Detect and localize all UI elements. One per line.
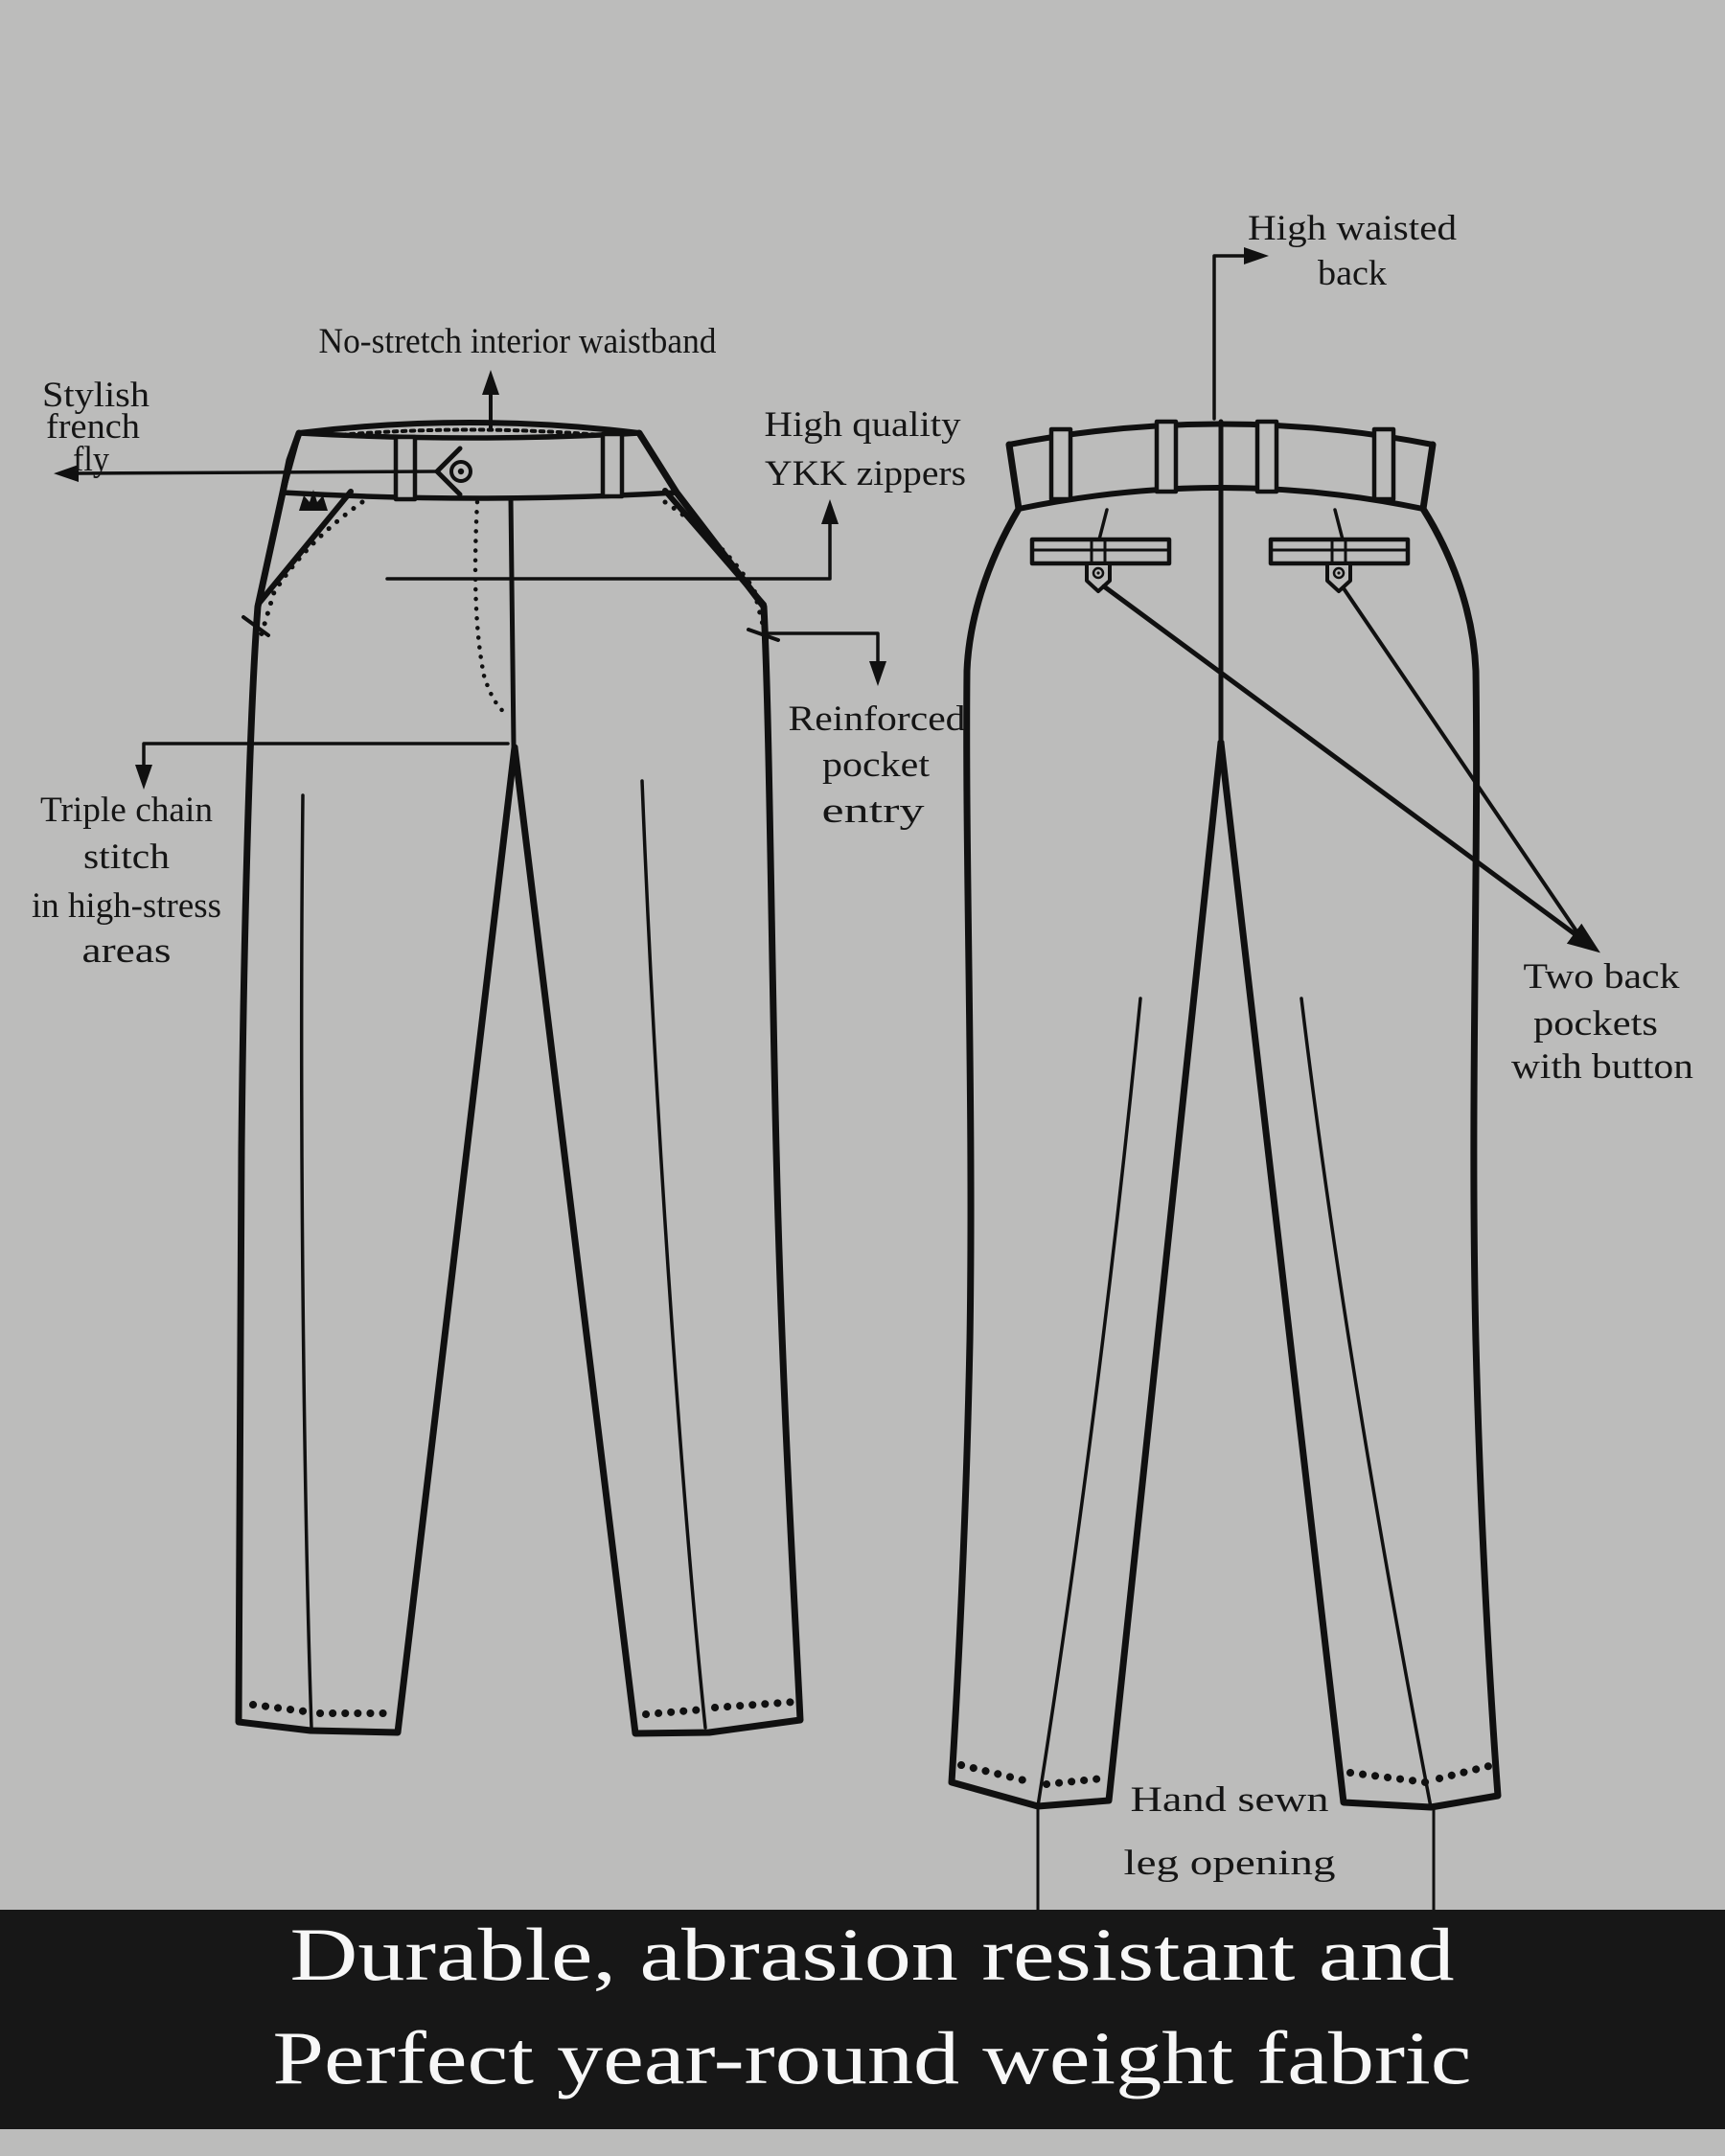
back-belt-loop-1 <box>1051 429 1070 499</box>
triple-chain-label-2: stitch <box>83 837 171 877</box>
back-pocket-right <box>1271 539 1408 591</box>
callout-reinforced-pocket <box>769 633 966 831</box>
reinforced-pocket-label-2: pocket <box>822 745 931 785</box>
back-silhouette-right <box>1221 445 1498 1807</box>
back-crease-left <box>1038 998 1140 1806</box>
hand-sewn-leg-label-1: Hand sewn <box>1130 1780 1329 1820</box>
fly-j-stitch <box>475 502 508 715</box>
front-crease-right <box>642 781 705 1728</box>
front-belt-loop-left <box>396 437 415 499</box>
ykk-zippers-label-1: High quality <box>764 405 962 445</box>
high-waisted-back-label-2: back <box>1318 254 1388 293</box>
french-fly-label-1: Stylish <box>42 376 150 415</box>
back-pocket-left <box>1032 539 1169 591</box>
front-silhouette-left <box>239 433 515 1732</box>
back-hem-stitch-left-a <box>961 1765 1032 1782</box>
ykk-zippers-label-2: YKK zippers <box>765 454 966 493</box>
front-pocket-right <box>665 491 764 605</box>
waist-button-dot <box>458 469 464 474</box>
callout-triple-chain <box>32 744 508 971</box>
french-fly-label-2: french <box>46 407 141 447</box>
two-back-pockets-label-1: Two back <box>1523 957 1681 997</box>
front-hem-stitch-right-a <box>646 1709 703 1714</box>
back-belt-loop-2 <box>1157 422 1176 492</box>
ykk-zippers-arrow <box>387 522 830 579</box>
callout-high-waisted-back <box>1214 209 1458 419</box>
high-waisted-back-label-1: High waisted <box>1248 209 1458 248</box>
no-stretch-waistband-label: No-stretch interior waistband <box>318 322 717 361</box>
two-back-pockets-arrow-right <box>1344 588 1583 941</box>
back-silhouette-left <box>952 445 1221 1806</box>
back-trousers-drawing <box>952 422 1498 1807</box>
two-back-pockets-label-2: pockets <box>1533 1004 1658 1044</box>
reinforced-pocket-label-1: Reinforced <box>788 700 967 739</box>
front-hem-stitch-right-b <box>715 1702 795 1708</box>
front-belt-loop-right <box>603 434 622 496</box>
reinforced-pocket-arrow <box>769 633 878 663</box>
reinforced-pocket-label-3: entry <box>821 791 926 831</box>
triple-chain-arrow <box>144 744 508 767</box>
triple-chain-label-4: areas <box>81 931 172 971</box>
back-hem-stitch-right-b <box>1439 1765 1493 1778</box>
banner <box>0 1910 1725 2129</box>
french-fly-label-3: fly <box>73 440 110 479</box>
banner-line-1: Durable, abrasion resistant and <box>289 1913 1455 1996</box>
front-crease-left <box>302 795 311 1728</box>
hand-sewn-leg-label-2: leg opening <box>1123 1844 1336 1883</box>
back-dart-left <box>1099 510 1107 539</box>
french-fly-arrow <box>77 471 437 473</box>
back-belt-loop-3 <box>1257 422 1276 492</box>
back-hem-stitch-right-a <box>1350 1773 1426 1782</box>
front-pocket-right-stitch <box>665 502 766 636</box>
high-waisted-back-arrow <box>1214 256 1246 419</box>
back-dart-right <box>1335 510 1343 539</box>
banner-line-2: Perfect year-round weight fabric <box>272 2016 1472 2099</box>
two-back-pockets-label-3: with button <box>1511 1047 1693 1087</box>
two-back-pockets-arrow-left <box>1104 586 1576 935</box>
front-hem-stitch-left-a <box>253 1705 305 1711</box>
triple-chain-label-3: in high-stress <box>32 886 221 926</box>
callout-no-stretch-waistband <box>319 322 717 429</box>
front-fly-seam <box>511 498 514 745</box>
back-hem-stitch-left-b <box>1046 1778 1102 1784</box>
triple-chain-label-1: Triple chain <box>40 791 213 830</box>
back-belt-loop-4 <box>1374 429 1393 499</box>
front-trousers-drawing <box>239 423 800 1733</box>
back-crease-right <box>1301 998 1431 1807</box>
